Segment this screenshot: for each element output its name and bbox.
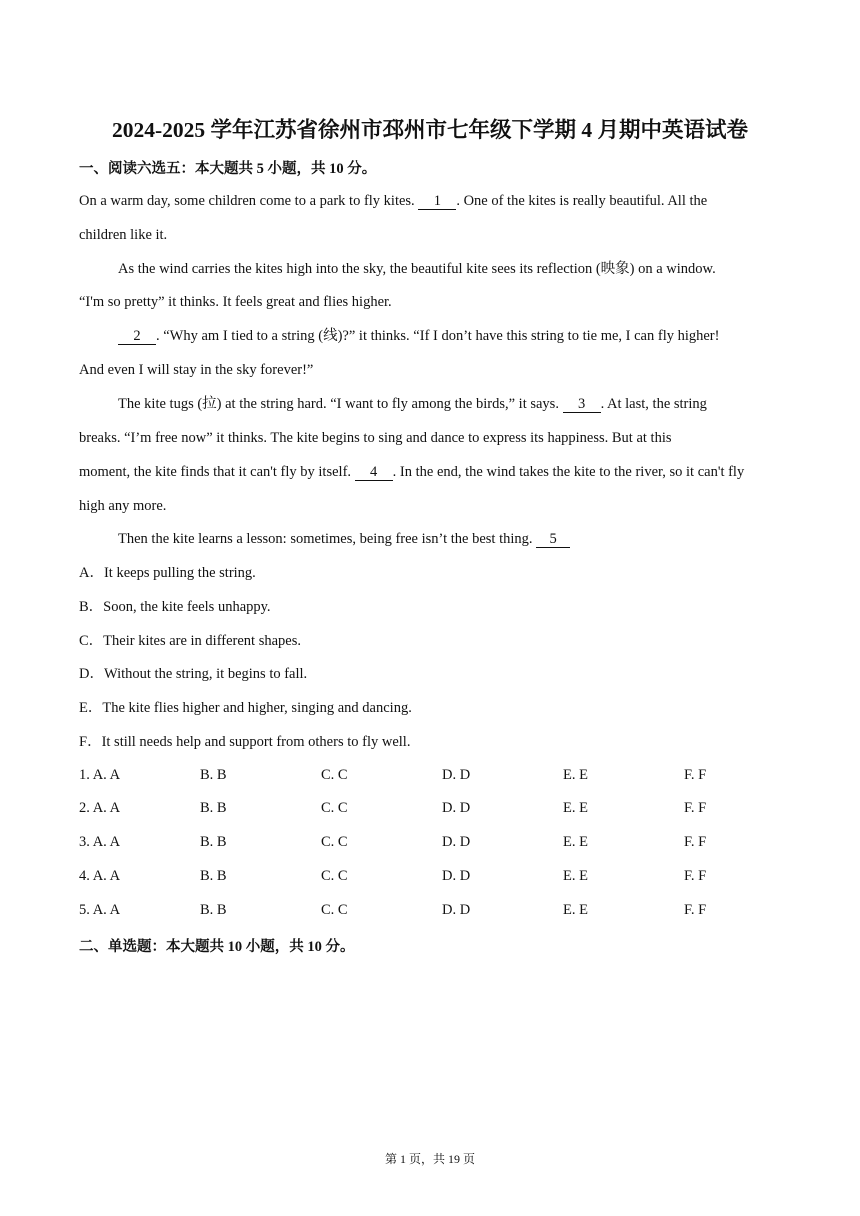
answer-choice[interactable]: E. E	[563, 902, 588, 918]
passage-line: children like it.	[79, 227, 168, 243]
answer-choice[interactable]: C. C	[321, 868, 348, 884]
answer-choice[interactable]: B. B	[200, 767, 227, 783]
option-b: B．Soon, the kite feels unhappy.	[79, 599, 271, 615]
answer-choice[interactable]: F. F	[684, 868, 707, 884]
blank-1: 1	[418, 194, 456, 210]
answer-choice[interactable]: E. E	[563, 834, 588, 850]
option-f: F．It still needs help and support from others to fly well.	[79, 734, 411, 750]
answer-choice[interactable]: E. E	[563, 868, 588, 884]
option-c: C．Their kites are in different shapes.	[79, 633, 301, 649]
answer-choice[interactable]: 5. A. A	[79, 902, 121, 918]
answer-choice[interactable]: C. C	[321, 902, 348, 918]
passage-line	[118, 327, 719, 345]
answer-choice[interactable]: B. B	[200, 834, 227, 850]
answer-row-3	[79, 834, 779, 852]
passage-text: On a warm day, some children come to a park to fly kites.	[79, 193, 419, 209]
passage-line	[118, 530, 570, 548]
blank-5: 5	[536, 532, 570, 548]
section-heading-single-choice: 二、单选题：本大题共 10 小题，共 10 分。	[79, 939, 355, 955]
answer-choice[interactable]: D. D	[442, 834, 471, 850]
answer-choice[interactable]: D. D	[442, 902, 471, 918]
answer-row-2	[79, 800, 779, 818]
answer-choice[interactable]: F. F	[684, 767, 707, 783]
answer-choice[interactable]: 3. A. A	[79, 834, 121, 850]
passage-line: “I'm so pretty” it thinks. It feels great and flies higher.	[79, 294, 392, 310]
passage-line	[118, 395, 707, 413]
answer-choice[interactable]: F. F	[684, 902, 707, 918]
answer-choice[interactable]: D. D	[442, 800, 471, 816]
answer-choice[interactable]: B. B	[200, 868, 227, 884]
answer-choice[interactable]: C. C	[321, 834, 348, 850]
page-footer: 第 1 页，共 19 页	[384, 1152, 475, 1166]
answer-row-1	[79, 767, 779, 785]
answer-choice[interactable]: B. B	[200, 902, 227, 918]
option-e: E．The kite flies higher and higher, singing and dancing.	[79, 700, 412, 716]
passage-text: . At last, the string	[600, 396, 707, 412]
answer-choice[interactable]: F. F	[684, 800, 707, 816]
option-d: D．Without the string, it begins to fall.	[79, 666, 308, 682]
answer-choice[interactable]: C. C	[321, 767, 348, 783]
answer-choice[interactable]: D. D	[442, 868, 471, 884]
blank-3: 3	[563, 397, 601, 413]
passage-line: breaks. “I’m free now” it thinks. The kite begins to sing and dance to express its happiness. But at this	[79, 430, 672, 446]
passage-line: high any more.	[79, 498, 167, 514]
blank-2: 2	[118, 329, 156, 345]
answer-choice[interactable]: C. C	[321, 800, 348, 816]
answer-choice[interactable]: E. E	[563, 767, 588, 783]
blank-4: 4	[355, 465, 393, 481]
passage-text: . “Why am I tied to a string (线)?” it thinks. “If I don’t have this string to tie me, I can fly higher!	[156, 328, 720, 344]
passage-line	[79, 192, 707, 210]
answer-choice[interactable]: E. E	[563, 800, 588, 816]
passage-text: Then the kite learns a lesson: sometimes, being free isn’t the best thing.	[118, 531, 537, 547]
answer-row-5	[79, 902, 779, 920]
passage-line	[79, 463, 744, 481]
passage-text: . One of the kites is really beautiful. All the	[456, 193, 708, 209]
passage-text: . In the end, the wind takes the kite to the river, so it can't fly	[392, 464, 745, 480]
passage-line: As the wind carries the kites high into the sky, the beautiful kite sees its reflection (映象) on a window.	[118, 261, 716, 277]
passage-text: The kite tugs (拉) at the string hard. “I want to fly among the birds,” it says.	[118, 396, 563, 412]
page-title: 2024-2025 学年江苏省徐州市邳州市七年级下学期 4 月期中英语试卷	[111, 118, 749, 142]
section-heading-reading: 一、阅读六选五：本大题共 5 小题，共 10 分。	[79, 161, 377, 177]
answer-choice[interactable]: D. D	[442, 767, 471, 783]
answer-choice[interactable]: 4. A. A	[79, 868, 121, 884]
answer-row-4	[79, 868, 779, 886]
answer-choice[interactable]: 1. A. A	[79, 767, 121, 783]
passage-line: And even I will stay in the sky forever!”	[79, 362, 314, 378]
answer-choice[interactable]: 2. A. A	[79, 800, 121, 816]
answer-choice[interactable]: F. F	[684, 834, 707, 850]
passage-text: moment, the kite finds that it can't fly by itself.	[79, 464, 355, 480]
answer-choice[interactable]: B. B	[200, 800, 227, 816]
option-a: A．It keeps pulling the string.	[79, 565, 256, 581]
